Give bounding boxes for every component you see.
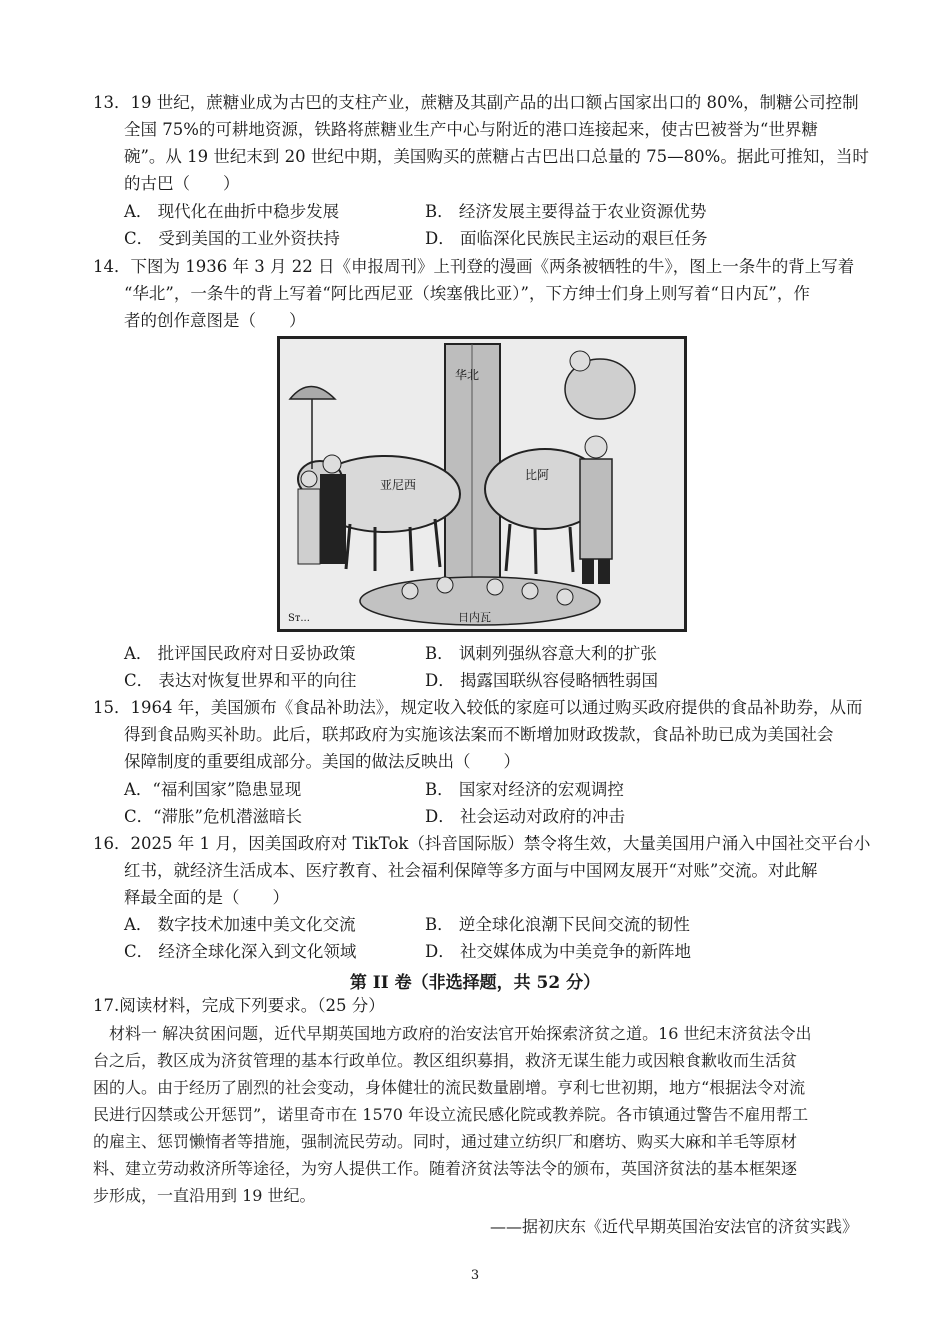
q16-option-b: B． 逆全球化浪潮下民间交流的韧性 bbox=[425, 915, 690, 934]
q15-line-1: 15．1964 年，美国颁布《食品补助法》，规定收入较低的家庭可以通过购买政府提供的食品补助券，从而 bbox=[93, 698, 863, 717]
q16-line-2: 红书，就经济生活成本、医疗教育、社会福利保障等多方面与中国网友展开“对账”交流。对此解 bbox=[124, 861, 818, 880]
q13-line-3: 碗”。从 19 世纪末到 20 世纪中期，美国购买的蔗糖占古巴出口总量的 75—80%。据此可推知，当时 bbox=[124, 147, 869, 166]
q17-material-line-6: 料、建立劳动救济所等途径，为穷人提供工作。随着济贫法等法令的颁布，英国济贫法的基本框架逐 bbox=[93, 1159, 798, 1178]
q17-material-line-4: 民进行囚禁或公开惩罚”，诺里奇市在 1570 年设立流民感化院或教养院。各市镇通过警告不雇用帮工 bbox=[93, 1105, 809, 1124]
q14-option-a: A． 批评国民政府对日妥协政策 bbox=[124, 644, 356, 663]
cartoon-signature: Sт... bbox=[288, 613, 310, 624]
q15-option-b: B． 国家对经济的宏观调控 bbox=[425, 780, 624, 799]
cartoon-label-yanixi: 亚尼西 bbox=[380, 478, 417, 492]
q14-line-3: 者的创作意图是（ ） bbox=[124, 311, 306, 330]
q17-material-line-5: 的雇主、惩罚懒惰者等措施，强制流民劳动。同时，通过建立纺织厂和磨坊、购买大麻和羊毛等原材 bbox=[93, 1132, 798, 1151]
q17-material-line-1: 材料一 解决贫困问题，近代早期英国地方政府的治安法官开始探索济贫之道。16 世纪末济贫法令出 bbox=[93, 1024, 812, 1043]
q17-material-line-2: 台之后，教区成为济贫管理的基本行政单位。教区组织募捐，救济无谋生能力或因粮食歉收而生活贫 bbox=[93, 1051, 798, 1070]
q17-material-line-3: 困的人。由于经历了剧烈的社会变动，身体健壮的流民数量剧增。亨利七世初期，地方“根据法令对流 bbox=[93, 1078, 806, 1097]
cartoon-label-geneva: 日内瓦 bbox=[458, 611, 491, 624]
q14-line-1: 14．下图为 1936 年 3 月 22 日《申报周刊》上刊登的漫画《两条被牺牲的牛》，图上一条牛的背上写着 bbox=[93, 257, 855, 276]
q17-material-line-7: 步形成，一直沿用到 19 世纪。 bbox=[93, 1186, 316, 1205]
q15-option-d: D． 社会运动对政府的冲击 bbox=[425, 807, 625, 826]
cartoon-label-huabei: 华北 bbox=[455, 368, 480, 382]
q16-line-3: 释最全面的是（ ） bbox=[124, 888, 289, 907]
q13-line-2: 全国 75%的可耕地资源，铁路将蔗糖业生产中心与附近的港口连接起来，使古巴被誉为“世界糖 bbox=[124, 120, 818, 139]
q15-line-3: 保障制度的重要组成部分。美国的做法反映出（ ） bbox=[124, 752, 520, 771]
cartoon-drawing bbox=[280, 339, 684, 629]
page-number: 3 bbox=[470, 1268, 480, 1283]
q14-option-c: C． 表达对恢复世界和平的向往 bbox=[124, 671, 357, 690]
q14-option-b: B． 讽刺列强纵容意大利的扩张 bbox=[425, 644, 657, 663]
q13-option-a: A． 现代化在曲折中稳步发展 bbox=[124, 202, 340, 221]
q15-option-a: A．“福利国家”隐患显现 bbox=[124, 780, 302, 799]
q13-line-1: 13．19 世纪，蔗糖业成为古巴的支柱产业，蔗糖及其副产品的出口额占国家出口的 80%，制糖公司控制 bbox=[93, 93, 859, 112]
cartoon-two-sacrificed-cows bbox=[277, 336, 687, 632]
q16-option-d: D． 社交媒体成为中美竞争的新阵地 bbox=[425, 942, 691, 961]
q14-line-2: “华北”，一条牛的背上写着“阿比西尼亚（埃塞俄比亚）”，下方绅士们身上则写着“日内瓦”，作 bbox=[124, 284, 810, 303]
q15-option-c: C．“滞胀”危机潜滋暗长 bbox=[124, 807, 302, 826]
q13-line-4: 的古巴（ ） bbox=[124, 174, 240, 193]
q16-option-a: A． 数字技术加速中美文化交流 bbox=[124, 915, 356, 934]
cartoon-label-bia: 比阿 bbox=[525, 468, 550, 482]
q16-option-c: C． 经济全球化深入到文化领域 bbox=[124, 942, 357, 961]
q15-line-2: 得到食品购买补助。此后，联邦政府为实施该法案而不断增加财政拨款，食品补助已成为美国社会 bbox=[124, 725, 834, 744]
q13-option-d: D． 面临深化民族民主运动的艰巨任务 bbox=[425, 229, 708, 248]
q13-option-c: C． 受到美国的工业外资扶持 bbox=[124, 229, 340, 248]
q14-option-d: D． 揭露国联纵容侵略牺牲弱国 bbox=[425, 671, 658, 690]
q17-source: ——据初庆东《近代早期英国治安法官的济贫实践》 bbox=[489, 1217, 858, 1236]
q16-line-1: 16．2025 年 1 月，因美国政府对 TikTok（抖音国际版）禁令将生效，大量美国用户涌入中国社交平台小 bbox=[93, 834, 871, 853]
q17-title: 17.阅读材料，完成下列要求。（25 分） bbox=[93, 996, 385, 1015]
q13-option-b: B． 经济发展主要得益于农业资源优势 bbox=[425, 202, 707, 221]
section-2-title: 第 II 卷（非选择题，共 52 分） bbox=[349, 973, 601, 993]
